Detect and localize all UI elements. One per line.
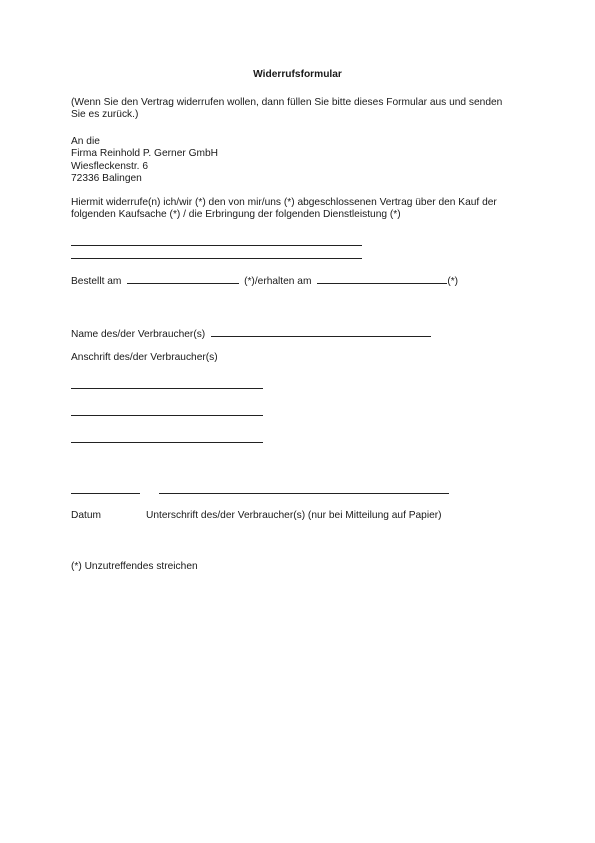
intro-line-1: (Wenn Sie den Vertrag widerrufen wollen, dann füllen Sie bitte dieses Formular aus und senden — [71, 97, 503, 108]
form-title: Widerrufsformular — [253, 69, 342, 80]
signature-field[interactable] — [159, 493, 449, 494]
consumer-name-field[interactable] — [211, 326, 431, 337]
withdrawal-statement — [71, 197, 497, 222]
consumer-name-row — [71, 326, 431, 341]
consumer-address-line-2[interactable] — [71, 415, 263, 416]
order-dates-row — [71, 273, 458, 288]
recipient-line-1: An die — [71, 136, 100, 147]
item-description-line-1[interactable] — [71, 245, 362, 246]
recipient-company: Firma Reinhold P. Gerner GmbH — [71, 148, 219, 160]
consumer-name-label: Name des/der Verbraucher(s) — [71, 329, 206, 340]
received-label: (*)/erhalten am — [244, 276, 312, 287]
statement-line-1: Hiermit widerrufe(n) ich/wir (*) den von mir/uns (*) abgeschlossenen Vertrag über den Kauf der — [71, 197, 497, 208]
intro-line-2: Sie es zurück.) — [71, 109, 139, 121]
consumer-address-line-1[interactable] — [71, 388, 263, 389]
signature-label: Unterschrift des/der Verbraucher(s) (nur bei Mitteilung auf Papier) — [146, 510, 442, 521]
footnote: (*) Unzutreffendes streichen — [71, 561, 198, 572]
ordered-date-field[interactable] — [127, 273, 239, 284]
received-date-field[interactable] — [317, 273, 447, 284]
consumer-address-label: Anschrift des/der Verbraucher(s) — [71, 352, 218, 363]
recipient-city: 72336 Balingen — [71, 173, 142, 185]
recipient-street: Wiesfleckenstr. 6 — [71, 160, 148, 172]
statement-line-2: folgenden Kaufsache (*) / die Erbringung der folgenden Dienstleistung (*) — [71, 209, 401, 221]
item-description-line-2[interactable] — [71, 258, 362, 259]
received-suffix: (*) — [447, 276, 459, 287]
recipient-address — [71, 136, 218, 186]
date-label: Datum — [71, 510, 102, 521]
ordered-label: Bestellt am — [71, 276, 122, 287]
consumer-address-line-3[interactable] — [71, 442, 263, 443]
date-field[interactable] — [71, 493, 140, 494]
intro-text — [71, 97, 502, 122]
